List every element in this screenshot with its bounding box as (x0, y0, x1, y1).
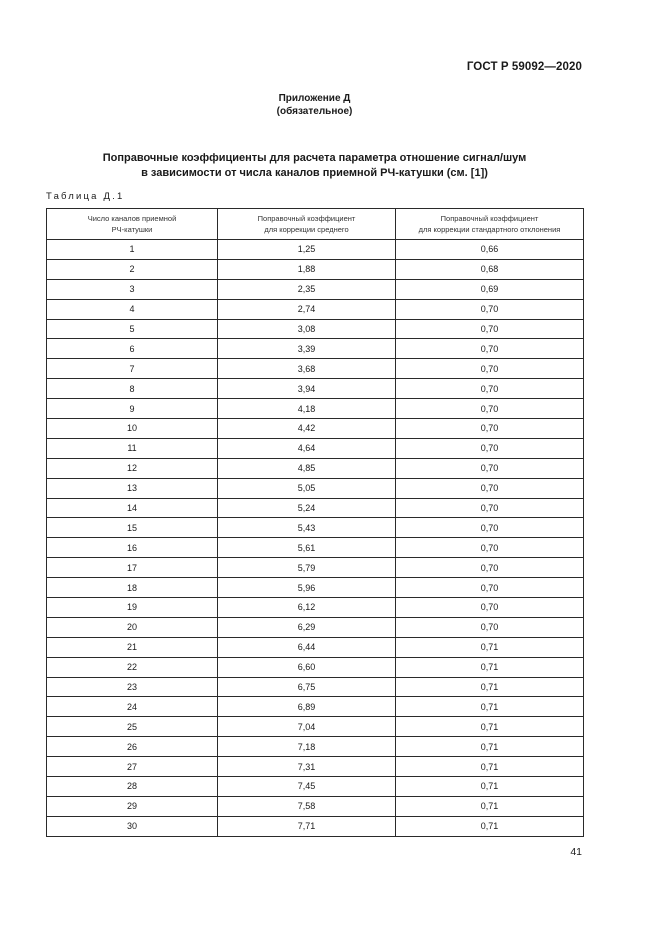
cell-std-coefficient: 0,71 (396, 637, 584, 657)
table-row (47, 538, 584, 558)
cell-channels: 26 (47, 737, 218, 757)
cell-mean-coefficient: 1,88 (218, 259, 396, 279)
cell-mean-coefficient: 7,04 (218, 717, 396, 737)
table-row (47, 299, 584, 319)
cell-channels: 1 (47, 240, 218, 260)
cell-mean-coefficient: 3,39 (218, 339, 396, 359)
cell-mean-coefficient: 6,29 (218, 617, 396, 637)
table-row (47, 757, 584, 777)
cell-channels: 2 (47, 259, 218, 279)
table-row (47, 359, 584, 379)
cell-std-coefficient: 0,71 (396, 677, 584, 697)
cell-std-coefficient: 0,70 (396, 379, 584, 399)
cell-channels: 9 (47, 399, 218, 419)
cell-std-coefficient: 0,70 (396, 498, 584, 518)
cell-std-coefficient: 0,70 (396, 299, 584, 319)
table-row (47, 498, 584, 518)
cell-mean-coefficient: 5,61 (218, 538, 396, 558)
cell-std-coefficient: 0,71 (396, 757, 584, 777)
title-line-1: Поправочные коэффициенты для расчета параметра отношение сигнал/шум (102, 152, 527, 164)
cell-channels: 15 (47, 518, 218, 538)
cell-mean-coefficient: 3,08 (218, 319, 396, 339)
table-row (47, 657, 584, 677)
cell-channels: 18 (47, 578, 218, 598)
cell-mean-coefficient: 6,89 (218, 697, 396, 717)
cell-channels: 14 (47, 498, 218, 518)
cell-mean-coefficient: 7,71 (218, 816, 396, 836)
table-row (47, 319, 584, 339)
cell-std-coefficient: 0,70 (396, 399, 584, 419)
table-row (47, 518, 584, 538)
cell-channels: 5 (47, 319, 218, 339)
column-header-channels: Число каналов приемной РЧ-катушки (47, 209, 218, 240)
cell-mean-coefficient: 7,31 (218, 757, 396, 777)
appendix-label: Приложение Д (278, 93, 351, 104)
cell-channels: 27 (47, 757, 218, 777)
cell-channels: 12 (47, 458, 218, 478)
cell-channels: 20 (47, 617, 218, 637)
cell-mean-coefficient: 4,18 (218, 399, 396, 419)
table-row (47, 697, 584, 717)
cell-channels: 19 (47, 598, 218, 618)
cell-mean-coefficient: 6,60 (218, 657, 396, 677)
table-row (47, 458, 584, 478)
table-row (47, 279, 584, 299)
cell-channels: 4 (47, 299, 218, 319)
cell-mean-coefficient: 6,44 (218, 637, 396, 657)
cell-mean-coefficient: 3,68 (218, 359, 396, 379)
table-row (47, 399, 584, 419)
cell-std-coefficient: 0,70 (396, 617, 584, 637)
cell-std-coefficient: 0,70 (396, 319, 584, 339)
cell-std-coefficient: 0,69 (396, 279, 584, 299)
cell-channels: 29 (47, 796, 218, 816)
cell-std-coefficient: 0,70 (396, 478, 584, 498)
cell-std-coefficient: 0,71 (396, 816, 584, 836)
table-row (47, 737, 584, 757)
cell-mean-coefficient: 6,75 (218, 677, 396, 697)
cell-std-coefficient: 0,71 (396, 657, 584, 677)
cell-channels: 7 (47, 359, 218, 379)
column-header-std-coefficient: Поправочный коэффициент для коррекции стандартного отклонения (396, 209, 584, 240)
cell-std-coefficient: 0,71 (396, 737, 584, 757)
cell-std-coefficient: 0,71 (396, 796, 584, 816)
cell-std-coefficient: 0,71 (396, 697, 584, 717)
cell-std-coefficient: 0,70 (396, 419, 584, 439)
standard-id: ГОСТ Р 59092—2020 (466, 61, 582, 73)
table-row (47, 379, 584, 399)
cell-mean-coefficient: 5,05 (218, 478, 396, 498)
cell-channels: 10 (47, 419, 218, 439)
cell-mean-coefficient: 3,94 (218, 379, 396, 399)
cell-mean-coefficient: 5,79 (218, 558, 396, 578)
cell-mean-coefficient: 4,64 (218, 438, 396, 458)
cell-std-coefficient: 0,71 (396, 777, 584, 797)
cell-channels: 21 (47, 637, 218, 657)
cell-channels: 25 (47, 717, 218, 737)
cell-mean-coefficient: 1,25 (218, 240, 396, 260)
cell-mean-coefficient: 7,18 (218, 737, 396, 757)
cell-channels: 22 (47, 657, 218, 677)
table-row (47, 438, 584, 458)
cell-mean-coefficient: 7,58 (218, 796, 396, 816)
table-row (47, 717, 584, 737)
table-row (47, 339, 584, 359)
table-body (47, 240, 584, 837)
cell-channels: 3 (47, 279, 218, 299)
table-row (47, 796, 584, 816)
cell-std-coefficient: 0,70 (396, 438, 584, 458)
table-header-row (47, 209, 584, 240)
cell-mean-coefficient: 5,24 (218, 498, 396, 518)
table-row (47, 777, 584, 797)
table-row (47, 259, 584, 279)
cell-channels: 6 (47, 339, 218, 359)
cell-std-coefficient: 0,70 (396, 598, 584, 618)
cell-channels: 13 (47, 478, 218, 498)
cell-channels: 11 (47, 438, 218, 458)
appendix-heading (0, 92, 661, 118)
table-row (47, 558, 584, 578)
cell-mean-coefficient: 7,45 (218, 777, 396, 797)
cell-std-coefficient: 0,68 (396, 259, 584, 279)
cell-mean-coefficient: 2,74 (218, 299, 396, 319)
cell-std-coefficient: 0,70 (396, 518, 584, 538)
cell-channels: 16 (47, 538, 218, 558)
appendix-status: (обязательное) (276, 106, 353, 117)
table-row (47, 677, 584, 697)
table-row (47, 419, 584, 439)
cell-std-coefficient: 0,70 (396, 558, 584, 578)
cell-std-coefficient: 0,70 (396, 359, 584, 379)
column-header-mean-coefficient: Поправочный коэффициент для коррекции среднего (218, 209, 396, 240)
table-row (47, 598, 584, 618)
cell-channels: 24 (47, 697, 218, 717)
cell-std-coefficient: 0,70 (396, 538, 584, 558)
title-line-2: в зависимости от числа каналов приемной РЧ-катушки (см. [1]) (141, 167, 488, 179)
cell-std-coefficient: 0,70 (396, 339, 584, 359)
table-row (47, 240, 584, 260)
cell-mean-coefficient: 4,42 (218, 419, 396, 439)
page-number: 41 (570, 846, 582, 858)
cell-std-coefficient: 0,70 (396, 578, 584, 598)
cell-mean-coefficient: 5,96 (218, 578, 396, 598)
table-row (47, 478, 584, 498)
table-caption: Таблица Д.1 (46, 191, 125, 202)
table-row (47, 617, 584, 637)
cell-channels: 17 (47, 558, 218, 578)
cell-channels: 28 (47, 777, 218, 797)
cell-channels: 8 (47, 379, 218, 399)
cell-std-coefficient: 0,70 (396, 458, 584, 478)
cell-channels: 30 (47, 816, 218, 836)
document-title (0, 151, 661, 181)
cell-std-coefficient: 0,71 (396, 717, 584, 737)
table-row (47, 637, 584, 657)
cell-mean-coefficient: 2,35 (218, 279, 396, 299)
cell-channels: 23 (47, 677, 218, 697)
cell-mean-coefficient: 6,12 (218, 598, 396, 618)
cell-mean-coefficient: 5,43 (218, 518, 396, 538)
cell-mean-coefficient: 4,85 (218, 458, 396, 478)
table-row (47, 578, 584, 598)
correction-coefficients-table (46, 208, 584, 837)
cell-std-coefficient: 0,66 (396, 240, 584, 260)
table-row (47, 816, 584, 836)
